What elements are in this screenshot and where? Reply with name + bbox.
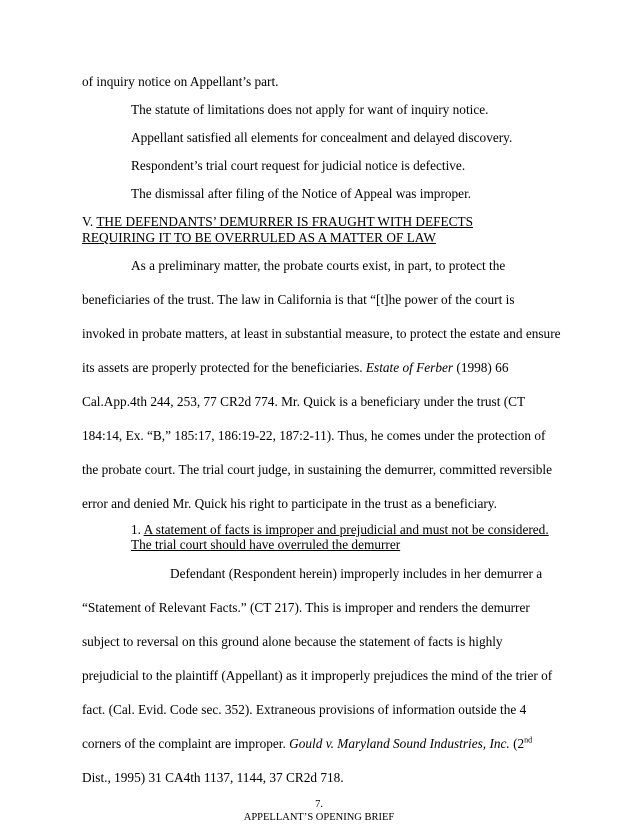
paragraph-line: Defendant (Respondent herein) improperly includes in her demurrer a (170, 566, 543, 581)
paragraph-line (82, 360, 508, 376)
list-item: The statute of limitations does not apply for want of inquiry notice. (131, 102, 489, 117)
paragraph-line (82, 736, 532, 752)
subsection-number: 1. (131, 522, 141, 537)
text-run: (2 (509, 736, 525, 751)
text-run: corners of the complaint are improper. (82, 736, 290, 751)
subsection-heading-line1: A statement of facts is improper and prejudicial and must not be considered. (143, 522, 549, 537)
subsection-heading (131, 522, 549, 538)
page-number: 7. (315, 799, 323, 810)
subsection-heading-line2: The trial court should have overruled the demurrer (131, 537, 401, 552)
footer-title: APPELLANT’S OPENING BRIEF (243, 812, 395, 823)
paragraph-line: As a preliminary matter, the probate courts exist, in part, to protect the (131, 258, 506, 273)
section-heading-line1: THE DEFENDANTS’ DEMURRER IS FRAUGHT WITH DEFECTS (96, 214, 474, 229)
paragraph-line: Cal.App.4th 244, 253, 77 CR2d 774. Mr. Quick is a beneficiary under the trust (CT (82, 394, 526, 409)
list-item: The dismissal after filing of the Notice of Appeal was improper. (131, 186, 472, 201)
paragraph-line: error and denied Mr. Quick his right to participate in the trust as a beneficiary. (82, 496, 497, 511)
paragraph-line: fact. (Cal. Evid. Code sec. 352). Extraneous provisions of information outside the 4 (82, 702, 527, 717)
list-item: Respondent’s trial court request for judicial notice is defective. (131, 158, 466, 173)
paragraph-line: prejudicial to the plaintiff (Appellant) as it improperly prejudices the mind of the trier of (82, 668, 553, 683)
superscript: nd (524, 735, 533, 745)
text-run: (1998) 66 (453, 360, 509, 375)
section-heading-line2: REQUIRING IT TO BE OVERRULED AS A MATTER OF LAW (82, 230, 436, 245)
list-item: Appellant satisfied all elements for concealment and delayed discovery. (131, 130, 513, 145)
paragraph-line: beneficiaries of the trust. The law in California is that “[t]he power of the court is (82, 292, 515, 307)
section-heading (82, 214, 473, 230)
paragraph-line: 184:14, Ex. “B,” 185:17, 186:19-22, 187:2-11). Thus, he comes under the protection of (82, 428, 546, 443)
section-number: V. (82, 214, 94, 229)
intro-line: of inquiry notice on Appellant’s part. (82, 74, 279, 89)
paragraph-line: the probate court. The trial court judge, in sustaining the demurrer, committed reversible (82, 462, 553, 477)
text-run: its assets are properly protected for the beneficiaries. (82, 360, 366, 375)
case-citation: Estate of Ferber (365, 360, 454, 375)
paragraph-line: “Statement of Relevant Facts.” (CT 217). This is improper and renders the demurrer (82, 600, 530, 615)
paragraph-line: Dist., 1995) 31 CA4th 1137, 1144, 37 CR2d 718. (82, 770, 344, 785)
case-citation: Gould v. Maryland Sound Industries, Inc. (289, 736, 510, 751)
paragraph-line: subject to reversal on this ground alone because the statement of facts is highly (82, 634, 503, 649)
paragraph-line: invoked in probate matters, at least in substantial measure, to protect the estate and ensure (82, 326, 561, 341)
